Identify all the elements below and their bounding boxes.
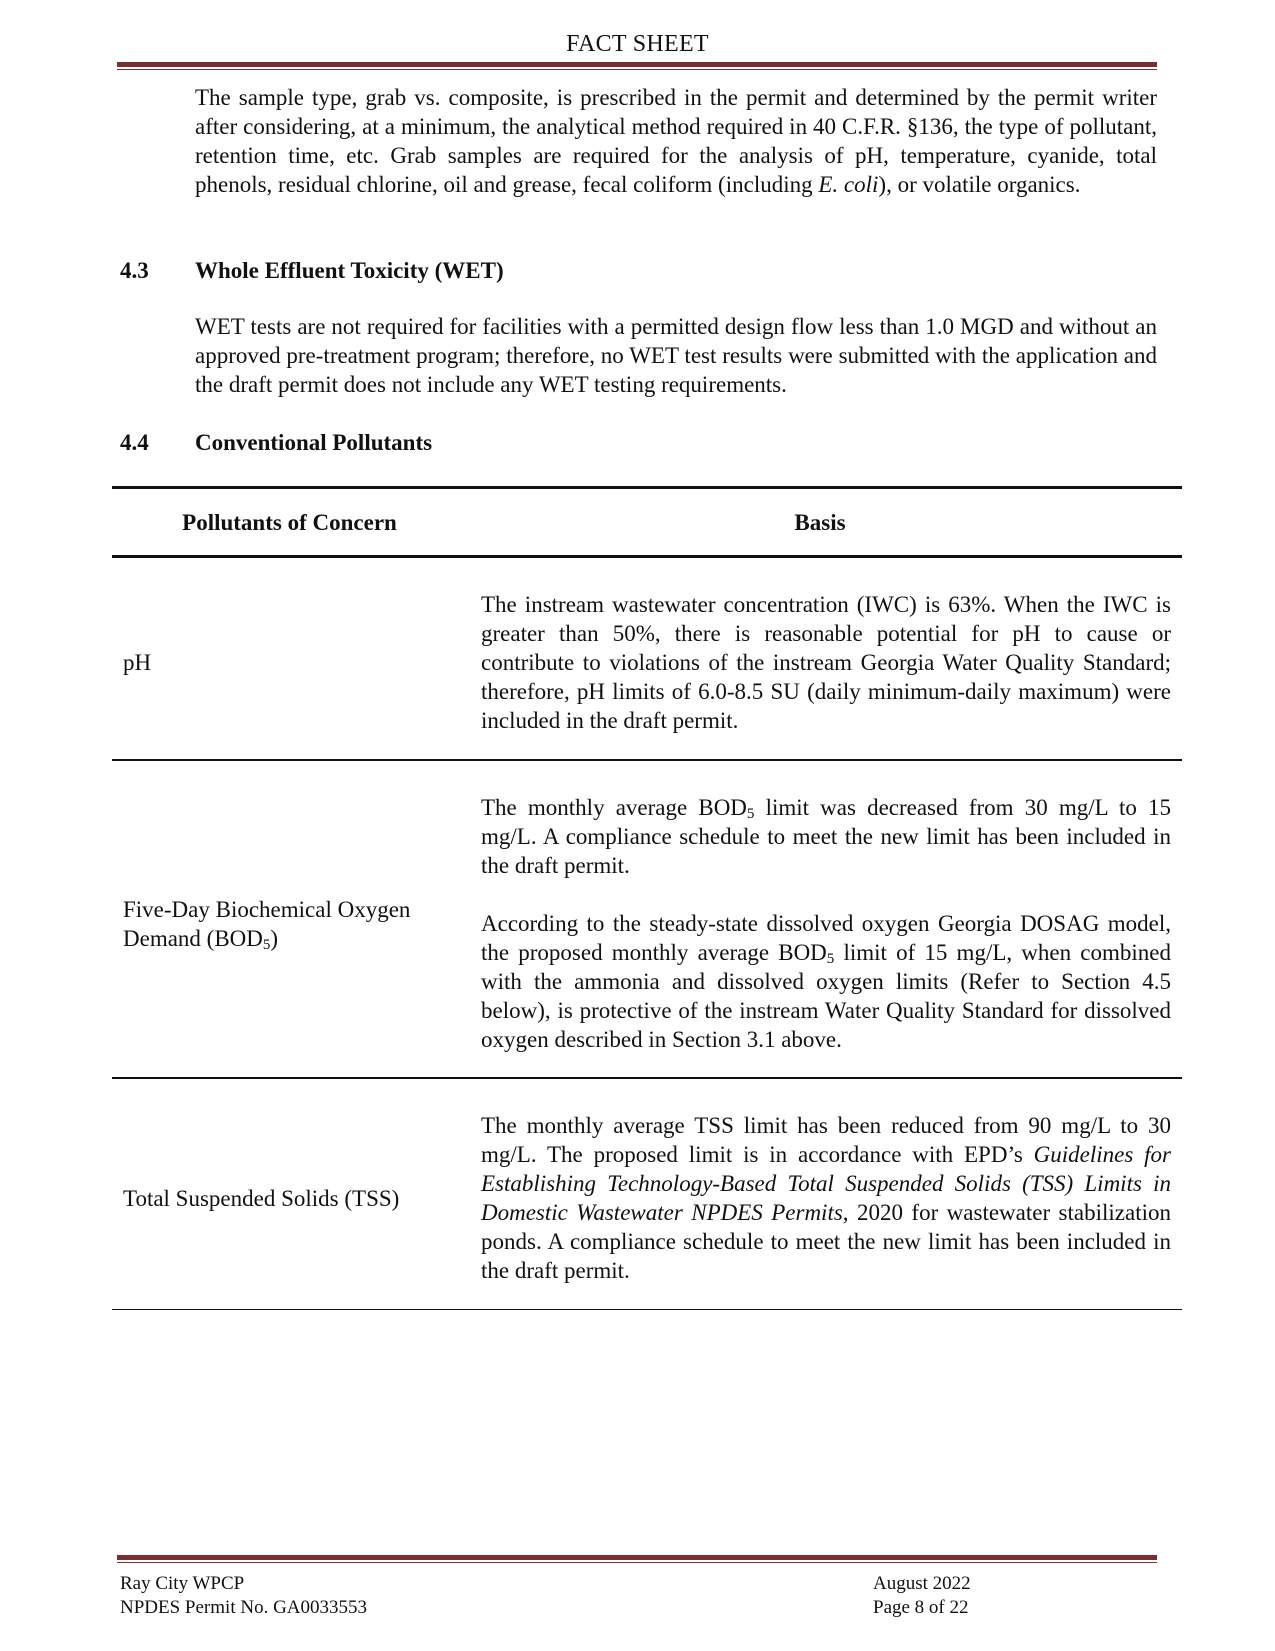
footer-page-number: Page 8 of 22	[873, 1597, 969, 1618]
basis-cell	[481, 793, 1171, 1054]
intro-italic-text: E. coli	[818, 172, 879, 197]
pollutant-cell	[123, 895, 463, 953]
pollutant-text: Five-Day Biochemical Oxygen Demand (BOD	[123, 897, 411, 951]
footer-facility: Ray City WPCP	[120, 1573, 245, 1594]
section-number: 4.3	[120, 258, 149, 283]
basis-text-end: limit of 15 mg/L, when combined with the ammonia and dissolved oxygen limits (Refer to Section 4.5 below), is protective of the instream Water Quality Standard for dissolved oxygen described in Section 3.1 above.	[481, 940, 1171, 1052]
pollutant-cell: Total Suspended Solids (TSS)	[123, 1186, 400, 1211]
basis-text-end: limit was decreased from 30 mg/L to 15 mg/L. A compliance schedule to meet the new limit has been included in the draft permit.	[481, 795, 1172, 878]
basis-text: The monthly average TSS limit has been reduced from 90 mg/L to 30 mg/L. The proposed limit is in accordance with EPD’s	[481, 1113, 1171, 1167]
table-bottom-rule	[112, 1309, 1182, 1310]
page-header-title: FACT SHEET	[566, 31, 709, 57]
wet-paragraph: WET tests are not required for facilities with a permitted design flow less than 1.0 MGD and without an approved pre-treatment program; therefore, no WET test results were submitted with the application and the draft permit does not include any WET testing requirements.	[195, 314, 1157, 397]
intro-paragraph	[195, 83, 1157, 199]
table-row-rule	[112, 1077, 1182, 1079]
section-number: 4.4	[120, 430, 149, 455]
section-title: Conventional Pollutants	[195, 430, 433, 455]
guideline-title: Guidelines for Establishing Technology-Based Total Suspended Solids (TSS) Limits in Domestic Wastewater NPDES Permits	[481, 1142, 1171, 1225]
table-top-rule	[112, 486, 1182, 489]
intro-text-end: ), or volatile organics.	[878, 172, 1081, 197]
basis-cell	[481, 1111, 1171, 1285]
table-row-rule	[112, 759, 1182, 761]
section-heading-4-3	[120, 256, 504, 285]
table-header-rule	[112, 555, 1182, 558]
basis-text: According to the steady-state dissolved oxygen Georgia DOSAG model, the proposed monthly average BOD	[481, 911, 1171, 965]
intro-text: The sample type, grab vs. composite, is prescribed in the permit and determined by the permit writer after considering, at a minimum, the analytical method required in 40 C.F.R. §136, the type of pollutant, retention time, etc. Grab samples are required for the analysis of pH, temperature, cyanide, total phenols, residual chlorine, oil and grease, fecal coliform (including	[195, 85, 1157, 197]
subscript: 5	[746, 806, 755, 822]
section-title: Whole Effluent Toxicity (WET)	[195, 258, 504, 283]
section-heading-4-4	[120, 428, 432, 457]
table-header-basis: Basis	[794, 510, 846, 535]
footer-left	[120, 1572, 367, 1620]
footer-right	[873, 1572, 971, 1620]
subscript: 5	[262, 937, 271, 953]
pollutant-text-end: )	[270, 926, 279, 951]
footer-permit-number: NPDES Permit No. GA0033553	[120, 1597, 368, 1618]
subscript: 5	[826, 951, 835, 967]
basis-text-end: , 2020 for wastewater stabilization ponds. A compliance schedule to meet the new limit has been included in the draft permit.	[481, 1200, 1171, 1283]
basis-paragraph	[481, 909, 1171, 1054]
basis-paragraph	[481, 1111, 1171, 1285]
footer-date: August 2022	[873, 1573, 971, 1594]
basis-cell	[481, 590, 1171, 735]
table-header-pollutants: Pollutants of Concern	[182, 510, 397, 535]
basis-paragraph	[481, 793, 1171, 880]
basis-text: The instream wastewater concentration (IWC) is 63%. When the IWC is greater than 50%, there is reasonable potential for pH to cause or contribute to violations of the instream Georgia Water Quality Standard; therefore, pH limits of 6.0-8.5 SU (daily minimum-daily maximum) were included in the draft permit.	[481, 592, 1171, 733]
footer-rule	[117, 1555, 1157, 1563]
header-rule	[117, 62, 1157, 70]
basis-text: The monthly average BOD	[481, 795, 747, 820]
pollutant-cell: pH	[123, 650, 152, 675]
